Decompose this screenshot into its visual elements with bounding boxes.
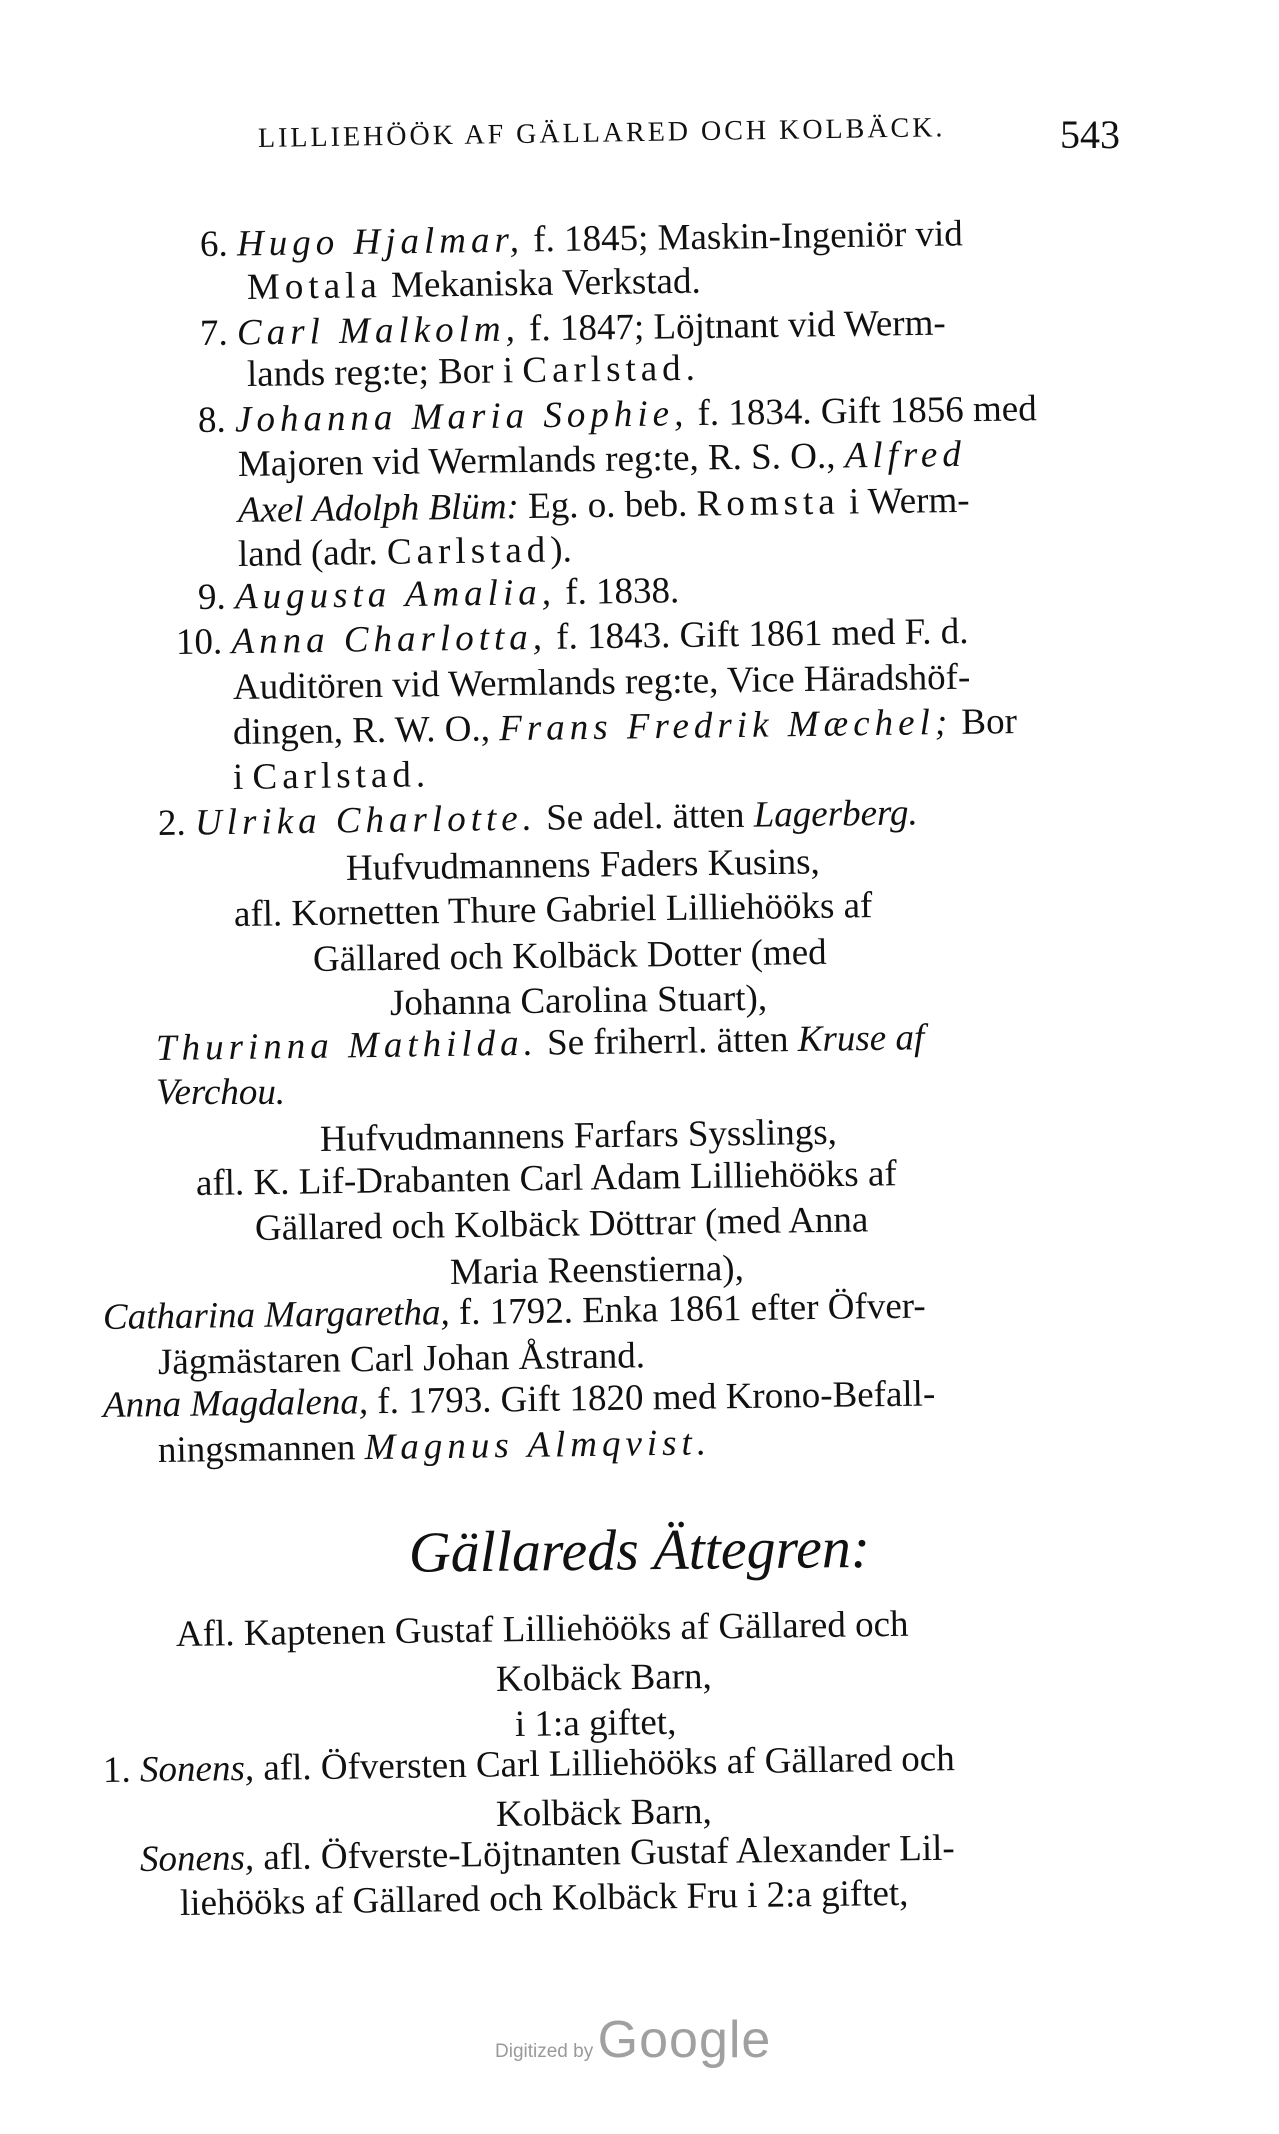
thurinna-line-1: Thurinna Mathilda. Se friherrl. ätten Kruse af [155, 1017, 925, 1069]
entry-8-line-1: 8. Johanna Maria Sophie, f. 1834. Gift 1856 med [197, 388, 1037, 441]
entry-7-line-2: lands reg:te; Bor i Carlstad. [246, 347, 701, 395]
afl-thure-line-1: afl. Kornetten Thure Gabriel Lilliehööks af [233, 885, 873, 935]
i-forsta-giftet: i 1:a giftet, [514, 1701, 677, 1745]
entry-10-line-4: i Carlstad. [232, 754, 431, 798]
afl-carl-adam-line-1: afl. K. Lif-Drabanten Carl Adam Lilliehööks af [195, 1153, 897, 1204]
sonens-2-line-2: liehööks af Gällared och Kolbäck Fru i 2:a giftet, [179, 1872, 909, 1924]
entry-8-line-3: Axel Adolph Blüm: Eg. o. beb. Romsta i Werm- [237, 479, 970, 531]
afl-gustaf-line-2: Kolbäck Barn, [495, 1655, 713, 1700]
entry-9: 9. Augusta Amalia, f. 1838. [197, 570, 680, 618]
entry-10-line-1: 10. Anna Charlotta, f. 1843. Gift 1861 med F. d. [175, 610, 969, 663]
thurinna-line-2: Verchou. [156, 1072, 286, 1113]
section-title: Gällareds Ättegren: [408, 1514, 871, 1585]
afl-carl-adam-line-2: Gällared och Kolbäck Döttrar (med Anna [254, 1199, 869, 1249]
digitized-by-text: Digitized by [495, 2041, 594, 2062]
heading-faders-kusins: Hufvudmannens Faders Kusins, [345, 841, 820, 889]
entry-7-line-1: 7. Carl Malkolm, f. 1847; Löjtnant vid Werm- [199, 302, 946, 354]
entry-8-line-2: Majoren vid Wermlands reg:te, R. S. O., Alfred [237, 433, 967, 485]
entry-8-line-4: land (adr. Carlstad). [237, 529, 573, 575]
entry-2-ulrika: 2. Ulrika Charlotte. Se adel. ätten Lagerberg. [157, 792, 919, 844]
google-logo: Google [597, 2011, 772, 2069]
running-title: LILLIEHÖÖK AF GÄLLARED OCH KOLBÄCK. [257, 112, 946, 154]
catharina-line-1: Catharina Margaretha, f. 1792. Enka 1861 efter Öfver- [102, 1285, 926, 1338]
catharina-line-2: Jägmästaren Carl Johan Åstrand. [157, 1335, 646, 1383]
page-number: 543 [1060, 112, 1120, 157]
sonens-1-line-2: Kolbäck Barn, [495, 1790, 713, 1835]
anna-magdalena-line-2: ningsmannen Magnus Almqvist. [157, 1422, 712, 1471]
entry-6-line-2: Motala Mekaniska Verkstad. [246, 260, 701, 308]
entry-10-line-3: dingen, R. W. O., Frans Fredrik Mæchel; Bor [232, 701, 1018, 753]
anna-magdalena-line-1: Anna Magdalena, f. 1793. Gift 1820 med Krono-Befall- [102, 1373, 936, 1426]
sonens-1-line-1: 1. Sonens, afl. Öfversten Carl Lilliehööks af Gällared och [102, 1738, 955, 1791]
sonens-2-line-1: Sonens, afl. Öfverste-Löjtnanten Gustaf Alexander Lil- [139, 1827, 955, 1880]
entry-10-line-2: Auditören vid Wermlands reg:te, Vice Häradshöf- [232, 656, 971, 708]
afl-carl-adam-line-3: Maria Reenstierna), [449, 1247, 745, 1293]
digitized-watermark [495, 2010, 771, 2070]
afl-thure-line-3: Johanna Carolina Stuart), [389, 977, 768, 1024]
heading-farfars-sysslings: Hufvudmannens Farfars Sysslings, [319, 1111, 838, 1160]
afl-thure-line-2: Gällared och Kolbäck Dotter (med [312, 931, 827, 980]
afl-gustaf-line-1: Afl. Kaptenen Gustaf Lilliehööks af Gällared och [175, 1603, 909, 1655]
entry-6-line-1: 6. Hugo Hjalmar, f. 1845; Maskin-Ingeniör vid [199, 213, 964, 265]
